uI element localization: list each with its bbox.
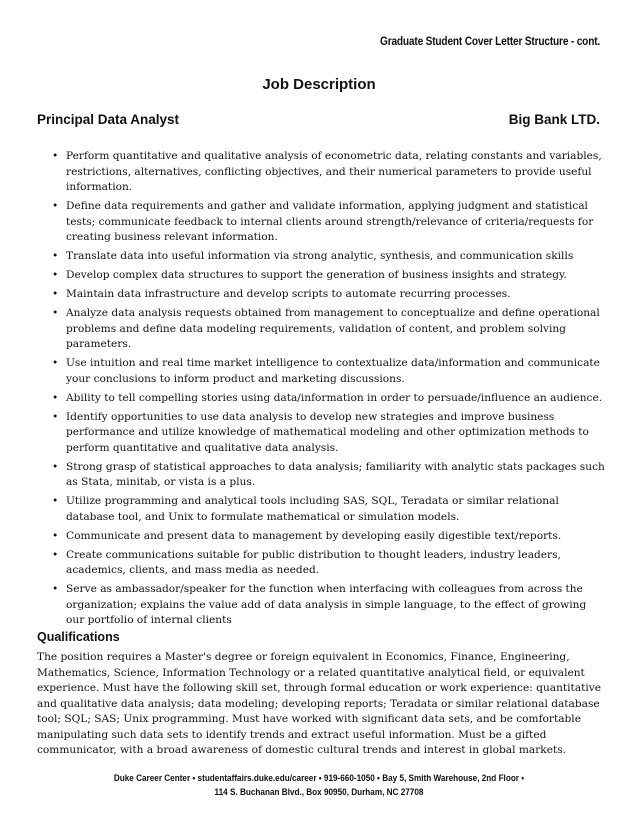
duty-text: Strong grasp of statistical approaches to data analysis; familiarity with analytic stats packages such as Stata, minitab, or vista is a plus. [66,460,605,488]
list-item [50,391,605,407]
job-title: Principal Data Analyst [37,112,180,127]
bullet-icon: • [52,410,59,423]
bullet-icon: • [52,529,59,542]
list-item [50,529,605,545]
duty-text: Develop complex data structures to support the generation of business insights and strategy. [66,269,567,281]
duty-text: Analyze data analysis requests obtained from management to conceptualize and define operational problems and define data modeling requirements, validation of content, and problem solving parameters. [66,307,600,350]
list-item [50,460,605,491]
bullet-icon: • [52,460,59,473]
list-item [50,582,605,629]
duty-text: Maintain data infrastructure and develop scripts to automate recurring processes. [66,288,511,300]
duty-text: Ability to tell compelling stories using data/information in order to persuade/influence an audience. [66,391,603,404]
list-item [50,199,605,246]
list-item [50,268,605,284]
footer [0,772,638,800]
company-name: Big Bank LTD. [508,112,600,127]
duty-text: Define data requirements and gather and validate information, applying judgment and statistical tests; communicate feedback to internal clients around strength/relevance of criteria/requests for creating business relevant information. [66,200,594,243]
bullet-icon: • [52,269,59,281]
page-title: Job Description [262,76,376,93]
duties-list [50,149,605,632]
bullet-icon: • [52,150,59,162]
bullet-icon: • [52,548,59,561]
list-item [50,287,605,303]
bullet-icon: • [52,357,59,369]
list-item [50,306,605,353]
bullet-icon: • [52,391,59,404]
list-item [50,548,605,579]
duty-text: Communicate and present data to management by developing easily digestible text/reports. [66,529,562,542]
footer-line-2: 114 S. Buchanan Blvd., Box 90950, Durham, NC 27708 [214,787,424,798]
list-item [50,356,605,387]
bullet-icon: • [52,288,59,300]
bullet-icon: • [52,583,59,595]
duty-text: Serve as ambassador/speaker for the function when interfacing with colleagues from across the organization; explains the value add of data analysis in simple language, to the effect of growing our portfolio of internal clients [66,583,587,626]
duty-text: Use intuition and real time market intelligence to contextualize data/information and communicate your conclusions to inform product and marketing discussions. [66,357,600,385]
bullet-icon: • [52,250,59,262]
qualifications-heading: Qualifications [37,630,120,644]
running-header: Graduate Student Cover Letter Structure - cont. [379,36,600,48]
list-item [50,149,605,196]
duty-text: Create communications suitable for public distribution to thought leaders, industry leaders, academics, clients, and mass media as needed. [66,548,561,576]
bullet-icon: • [52,307,59,319]
duty-text: Translate data into useful information via strong analytic, synthesis, and communication skills [66,250,574,262]
qualifications-body: The position requires a Master's degree or foreign equivalent in Economics, Finance, Engineering, Mathematics, Science, Information Technology or a related quantitative analytical field, or equivalent experience. Must have the following skill set, through formal education or work experience: quantitative and qualitative data analysis; data modeling; developing reports; Teradata or similar relational database tool; SQL; SAS; Unix programming. Must have worked with significant data sets, and be comfortable manipulating such data sets to identify trends and extract useful information. Must be a gifted communicator, with a broad awareness of domestic cultural trends and interest in global markets. [37,651,602,756]
list-item [50,494,605,525]
role-row [37,112,600,127]
footer-line-1: Duke Career Center • studentaffairs.duke.edu/career • 919-660-1050 • Bay 5, Smith Warehouse, 2nd Floor • [113,773,525,784]
bullet-icon: • [52,495,59,507]
list-item [50,410,605,457]
duty-text: Perform quantitative and qualitative analysis of econometric data, relating constants and variables, restrictions, alternatives, conflicting objectives, and their numerical parameters to provide useful information. [66,150,602,193]
duty-text: Identify opportunities to use data analysis to develop new strategies and improve business performance and utilize knowledge of mathematical modeling and other optimization methods to perform quantitative and qualitative data analysis. [66,410,589,454]
list-item [50,249,605,265]
duty-text: Utilize programming and analytical tools including SAS, SQL, Teradata or similar relational database tool, and Unix to formulate mathematical or simulation models. [66,495,559,523]
bullet-icon: • [52,200,59,212]
